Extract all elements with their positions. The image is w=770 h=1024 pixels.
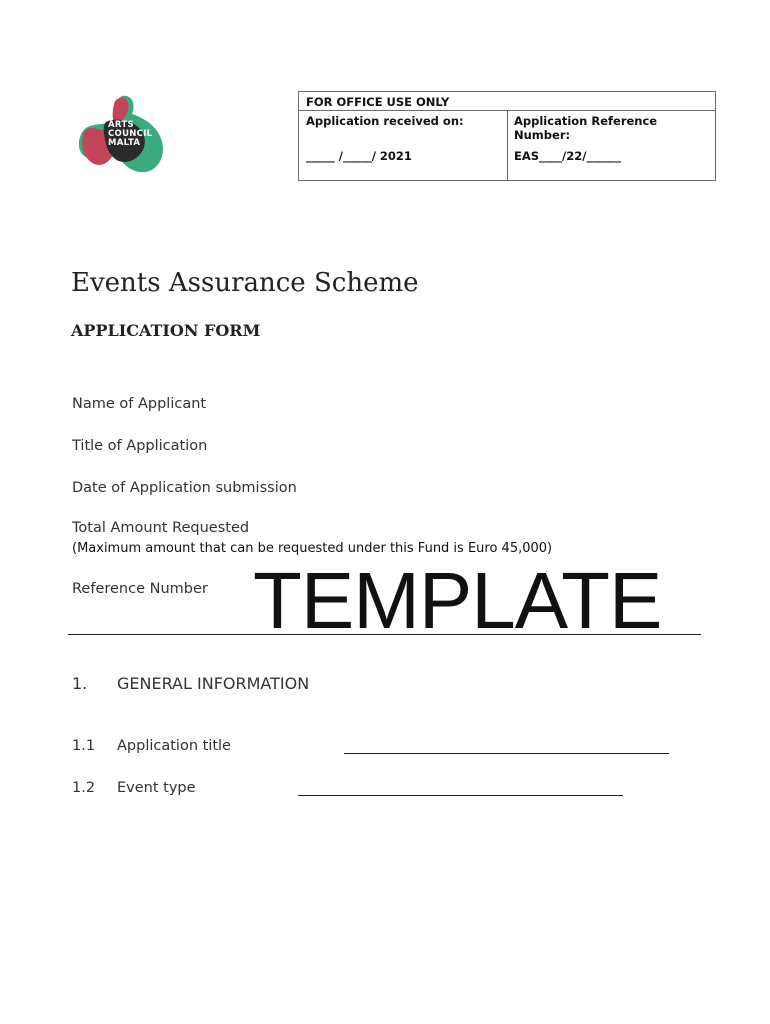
reference-number-value: EAS____/22/______ (514, 149, 621, 163)
application-title-label: Application title (117, 738, 231, 754)
received-on-value: _____ /_____/ 2021 (306, 149, 412, 163)
section-divider (68, 634, 701, 635)
logo-text (108, 121, 152, 148)
logo-line-arts: ARTS (108, 120, 134, 130)
logo-line-council: COUNCIL (108, 129, 153, 139)
reference-number-label: Application Reference Number: (514, 114, 658, 142)
form-subtitle: APPLICATION FORM (71, 321, 261, 340)
section-title: GENERAL INFORMATION (117, 674, 310, 693)
maximum-amount-note: (Maximum amount that can be requested under this Fund is Euro 45,000) (72, 541, 553, 556)
page-title: Events Assurance Scheme (71, 268, 419, 298)
template-watermark: TEMPLATE (253, 556, 662, 645)
date-of-submission-label: Date of Application submission (72, 480, 297, 496)
office-box-column-divider (507, 110, 508, 180)
logo-line-malta: MALTA (108, 138, 141, 148)
application-title-line[interactable] (344, 753, 669, 754)
item-number: 1.1 (72, 738, 96, 754)
office-use-box (298, 91, 716, 181)
name-of-applicant-label: Name of Applicant (72, 396, 207, 412)
received-on-label: Application received on: (306, 114, 464, 128)
office-use-header: FOR OFFICE USE ONLY (306, 95, 450, 109)
title-of-application-label: Title of Application (72, 438, 208, 454)
total-amount-label: Total Amount Requested (72, 520, 250, 536)
reference-number-field-label: Reference Number (72, 581, 208, 597)
event-type-label: Event type (117, 780, 196, 796)
item-number: 1.2 (72, 780, 96, 796)
section-number: 1. (72, 674, 88, 693)
event-type-line[interactable] (298, 795, 623, 796)
